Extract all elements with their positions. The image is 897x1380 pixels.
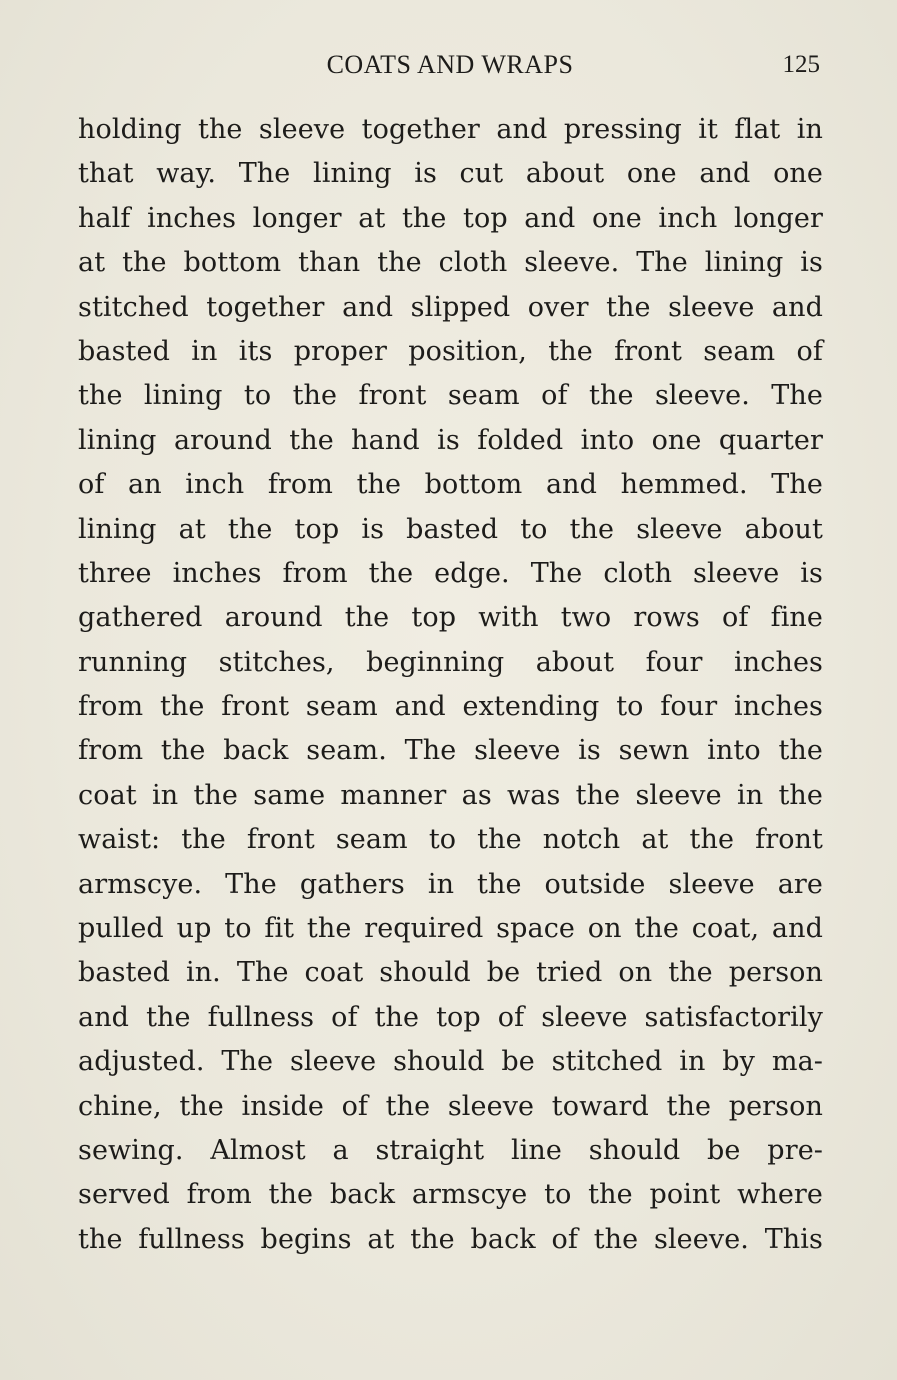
- text-line: sewing. Almost a straight line should be pre-: [78, 1134, 823, 1166]
- running-title: COATS AND WRAPS: [326, 50, 574, 79]
- text-line: stitched together and slipped over the sleeve and: [78, 291, 823, 323]
- text-line: at the bottom than the cloth sleeve. The lining is: [78, 247, 823, 279]
- text-line: waist: the front seam to the notch at the front: [78, 824, 823, 856]
- text-line: basted in. The coat should be tried on the person: [78, 957, 823, 989]
- body-text: [78, 108, 823, 1262]
- text-line: running stitches, beginning about four inches: [78, 646, 823, 678]
- text-line: that way. The lining is cut about one and one: [78, 158, 823, 190]
- text-line: and the fullness of the top of sleeve satisfactorily: [78, 1001, 823, 1033]
- text-line: served from the back armscye to the point where: [78, 1179, 823, 1211]
- text-line: lining around the hand is folded into one quarter: [78, 424, 823, 456]
- text-line: coat in the same manner as was the sleeve in the: [78, 779, 823, 811]
- text-line: gathered around the top with two rows of fine: [78, 602, 823, 634]
- page-number: 125: [782, 51, 820, 78]
- text-line: basted in its proper position, the front seam of: [78, 335, 823, 367]
- text-line: of an inch from the bottom and hemmed. The: [78, 469, 823, 501]
- text-line: holding the sleeve together and pressing it flat in: [78, 114, 823, 145]
- text-line: the fullness begins at the back of the sleeve. This: [78, 1223, 823, 1255]
- text-line: pulled up to fit the required space on the coat, and: [78, 913, 823, 945]
- text-line: half inches longer at the top and one inch longer: [78, 202, 823, 234]
- text-line: the lining to the front seam of the sleeve. The: [78, 380, 823, 412]
- text-line: armscye. The gathers in the outside sleeve are: [78, 868, 823, 900]
- text-line: chine, the inside of the sleeve toward the person: [78, 1090, 823, 1122]
- text-line: from the back seam. The sleeve is sewn into the: [78, 735, 823, 767]
- running-head: [78, 48, 822, 82]
- text-line: lining at the top is basted to the sleeve about: [78, 513, 823, 545]
- text-line: from the front seam and extending to four inches: [78, 691, 823, 723]
- text-line: three inches from the edge. The cloth sleeve is: [78, 557, 823, 589]
- text-line: adjusted. The sleeve should be stitched in by ma-: [78, 1046, 823, 1078]
